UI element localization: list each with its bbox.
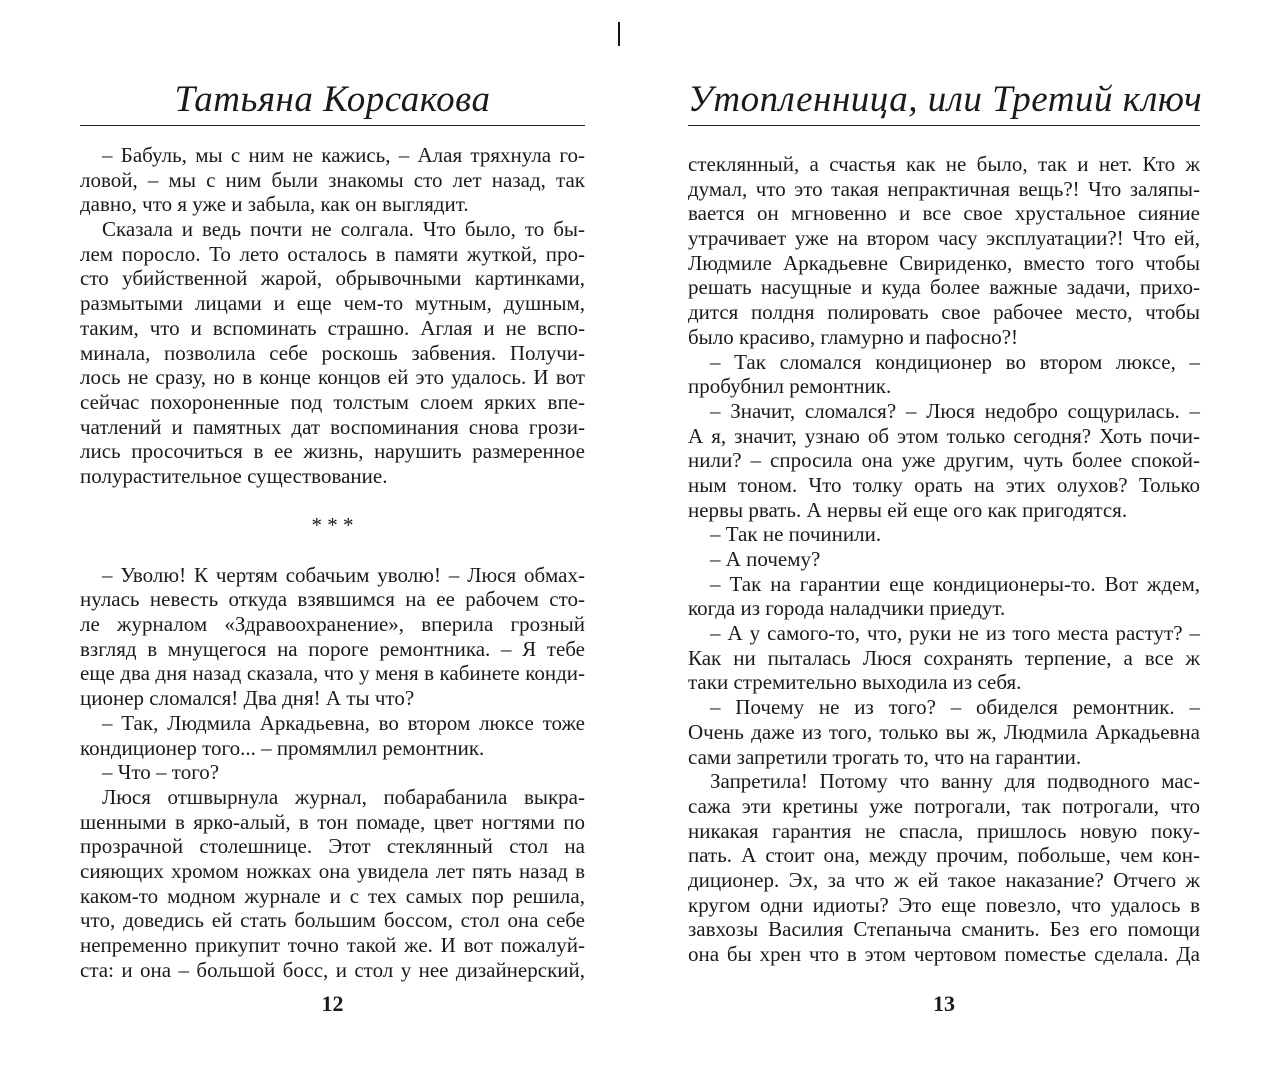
header-rule [80, 125, 585, 126]
text-line: – Так сломался кондиционер во втором люксе, – [710, 349, 1200, 374]
text-line: – Значит, сломался? – Люся недобро сощурилась. – [710, 398, 1200, 423]
left-page [80, 0, 585, 1080]
text-line: пробубнил ремонтник. [688, 374, 892, 399]
text-line: – Бабуль, мы с ним не кажись, – Алая тряхнула го- [102, 143, 585, 167]
text-line: нервы рвать. А нервы ей еще ого как пригодятся. [688, 497, 1128, 522]
text-line: минала, позволила себе роскошь забвения. Получи- [80, 340, 585, 365]
text-line: – Уволю! К чертям собачьим уволю! – Люся обмах- [102, 562, 585, 587]
text-line: решать насущные и куда более важные задачи, прихо- [688, 275, 1200, 300]
text-line: Очень даже из того, только вы ж, Людмила Аркадьевна [688, 719, 1200, 744]
text-line: кондиционер того... – промямлил ремонтник. [80, 735, 485, 760]
page-number: 13 [933, 991, 955, 1016]
right-page [688, 0, 1203, 1080]
text-line: сияющих хромом ножках она увидела лет пять назад в [80, 858, 585, 883]
text-line: – Что – того? [102, 760, 220, 785]
text-line: – А почему? [710, 547, 821, 571]
text-line [80, 489, 585, 514]
text-line: ста: и она – большой босс, и стол у нее дизайнерский, [80, 957, 585, 982]
text-line: было красиво, гламурно и пафосно?! [688, 324, 1019, 349]
text-line: взгляд в мнущегося на пороге ремонтника. – Я тебе [80, 636, 585, 661]
text-line: Запретила! Потому что ванну для подводного мас- [710, 769, 1200, 794]
text-line: давно, что я уже и забыла, как он выглядит. [80, 192, 469, 217]
text-line: ле журналом «Здравоохранение», вперила грозный [80, 612, 585, 637]
text-line: – Почему не из того? – обиделся ремонтник. – [710, 695, 1200, 720]
running-head-author: Татьяна Корсакова [174, 79, 491, 120]
text-line: кругом одни идиоты? Это еще повезло, что удалось в [688, 892, 1200, 917]
text-line: никакая гарантия не спасла, пришлось новую поку- [688, 818, 1200, 843]
text-line: нили? – спросила она уже другим, чуть более спокой- [688, 448, 1200, 473]
text-line: сажа эти кретины уже потрогали, так потрогали, что [688, 793, 1200, 818]
text-line: размытыми лицами и еще чем-то мутным, душным, [80, 291, 585, 316]
text-line: еще два дня назад сказала, что у меня в кабинете конди- [80, 661, 585, 686]
text-line: сейчас похороненные под толстым слоем ярких впе- [80, 389, 585, 414]
text-line: Людмиле Аркадьевне Свириденко, вместо того чтобы [688, 250, 1200, 275]
header-rule [688, 125, 1200, 126]
page-number: 12 [321, 991, 344, 1016]
text-line: пать. А стоит она, между прочим, побольше, чем кон- [688, 843, 1200, 868]
text-line: дится полдня полировать свое рабочее место, чтобы [688, 300, 1200, 325]
text-line: таким, что и вспоминать страшно. Аглая и не вспо- [80, 315, 585, 340]
text-line: – А у самого-то, что, руки не из того места растут? – [710, 621, 1200, 646]
text-line: А я, значит, узнаю об этом только сегодня? Хоть почи- [688, 423, 1200, 448]
text-line: думал, что это такая непрактичная вещь?! Что заляпы- [688, 176, 1200, 201]
text-line: сто убийственной жарой, обрывочными картинками, [80, 266, 585, 291]
text-line: Сказала и ведь почти не солгала. Что было, то бы- [102, 217, 585, 242]
text-line: завхозы Василия Степаныча сманить. Без его помощи [688, 917, 1200, 942]
text-line: стеклянный, а счастья как не было, так и нет. Кто ж [688, 152, 1200, 176]
text-line: – Так не починили. [710, 522, 882, 547]
text-line: Как ни пыталась Люся сохранять терпение, а все ж [688, 645, 1200, 670]
text-line: она бы хрен что в этом чертовом поместье сделала. Да [688, 942, 1200, 966]
text-line: шенными в ярко-алый, в тон помаде, цвет ногтями по [80, 809, 585, 834]
text-line: нулась невесть откуда взявшимся на ее рабочем сто- [80, 587, 585, 612]
text-line: Люся отшвырнула журнал, побарабанила выкра- [102, 784, 585, 809]
text-line: вается он мгновенно и все свое хрустальное сияние [688, 201, 1200, 226]
text-line: что, доведись ей стать большим боссом, стол она себе [80, 908, 585, 933]
body-text [688, 152, 1200, 967]
text-line: ционер сломался! Два дня! А ты что? [80, 686, 415, 711]
text-line: лось не сразу, но в конце концов ей это удалось. И вот [80, 365, 585, 390]
text-line [80, 538, 585, 563]
running-head-title: Утопленница, или Третий ключ [688, 79, 1203, 120]
gutter-mark [618, 22, 620, 46]
text-line: таки стремительно выходила из себя. [688, 670, 1022, 695]
text-line: утрачивает уже на втором часу эксплуатации?! Что ей, [688, 226, 1200, 251]
text-line: диционер. Эх, за что ж ей такое наказание? Отчего ж [688, 867, 1200, 892]
text-line: – Так на гарантии еще кондиционеры-то. Вот ждем, [710, 571, 1200, 596]
body-text [80, 143, 585, 982]
text-line: лем поросло. То лето осталось в памяти жуткой, про- [80, 241, 585, 266]
text-line: – Так, Людмила Аркадьевна, во втором люксе тоже [102, 710, 585, 735]
text-line: ным тоном. Что толку орать на этих олухов? Только [688, 472, 1200, 497]
text-line: когда из города наладчики приедут. [688, 596, 1006, 621]
text-line: прозрачной столешнице. Этот стеклянный стол на [80, 834, 585, 859]
text-line: полурастительное существование. [80, 463, 388, 488]
text-line: непременно прикупит точно такой же. И вот пожалуй- [80, 933, 585, 957]
text-line: лись просочиться в ее жизнь, нарушить размеренное [80, 439, 585, 464]
text-line: ловой, – мы с ним были знакомы сто лет назад, так [80, 167, 585, 192]
text-line: каком-то модном журнале и с тех самых пор решила, [80, 883, 585, 908]
text-line: сами запретили трогать то, что на гарантии. [688, 744, 1082, 769]
scene-break: * * * [311, 513, 354, 538]
text-line: чатлений и памятных дат воспоминания снова грози- [80, 414, 585, 439]
